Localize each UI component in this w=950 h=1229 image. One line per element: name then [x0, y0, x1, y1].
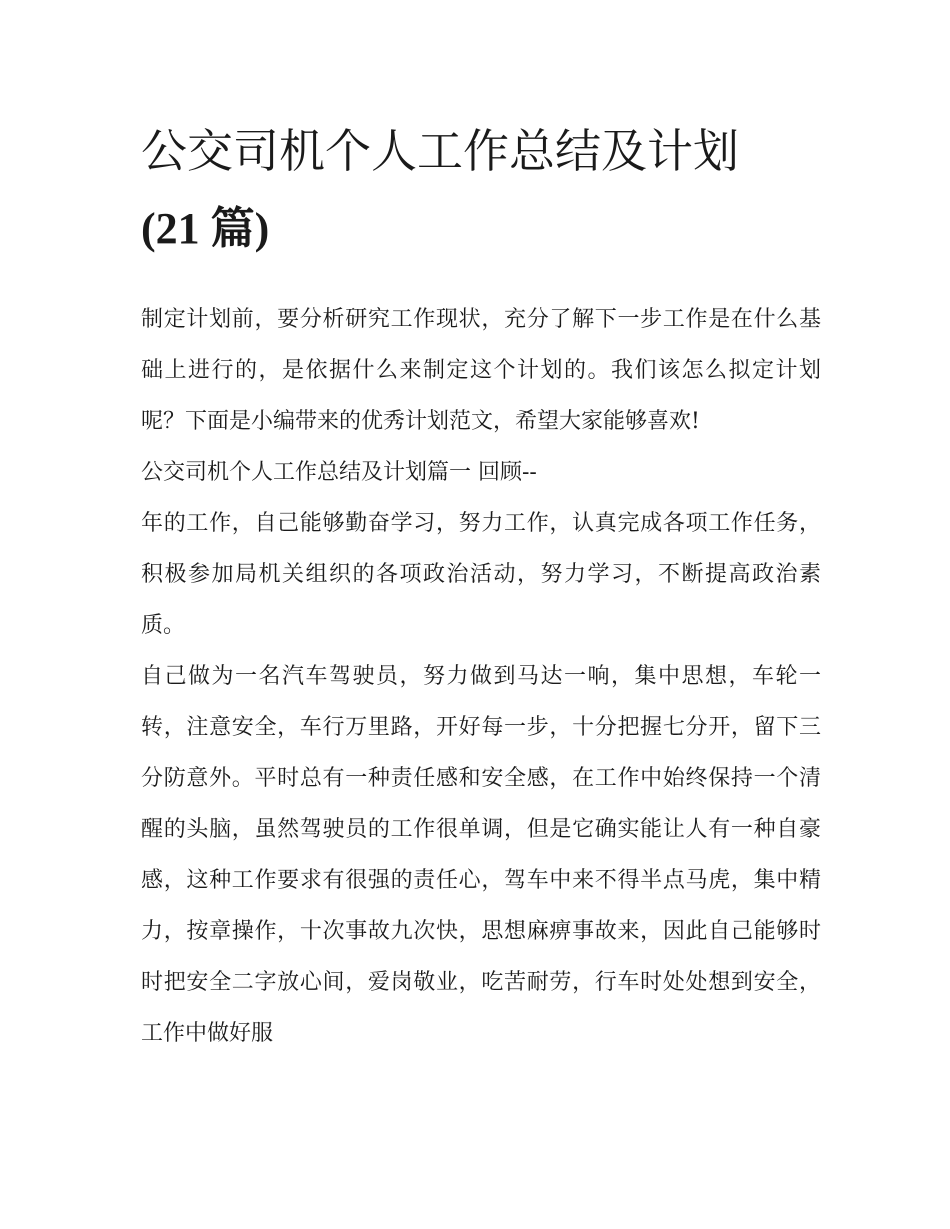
section-heading: 公交司机个人工作总结及计划篇一 回顾--	[141, 460, 537, 485]
body-paragraph: 自己做为一名汽车驾驶员，努力做到马达一响，集中思想，车轮一转，注意安全，车行万里路，开好每一步，十分把握七分开，留下三分防意外。平时总有一种责任感和安全感，在工作中始终保持一个清醒的头脑，虽然驾驶员的工作很单调，但是它确实能让人有一种自豪感，这种工作要求有很强的责任心，驾车中来不得半点马虎，集中精力，按章操作，十次事故九次快，思想麻痹事故来，因此自己能够时时把安全二字放心间，爱岗敬业，吃苦耐劳，行车时处处想到安全，工作中做好服	[141, 664, 821, 1046]
intro-paragraph: 制定计划前，要分析研究工作现状，充分了解下一步工作是在什么基础上进行的，是依据什么来制定这个计划的。我们该怎么拟定计划呢？下面是小编带来的优秀计划范文，希望大家能够喜欢!	[141, 307, 821, 434]
document-content	[141, 112, 821, 1059]
body-paragraph: 年的工作，自己能够勤奋学习，努力工作，认真完成各项工作任务，积极参加局机关组织的各项政治活动，努力学习，不断提高政治素质。	[141, 511, 821, 638]
document-title	[141, 112, 821, 268]
title-line-count: (21 篇)	[141, 204, 270, 253]
document-body	[141, 294, 821, 1059]
title-line-main: 公交司机个人工作总结及计划	[141, 124, 739, 178]
